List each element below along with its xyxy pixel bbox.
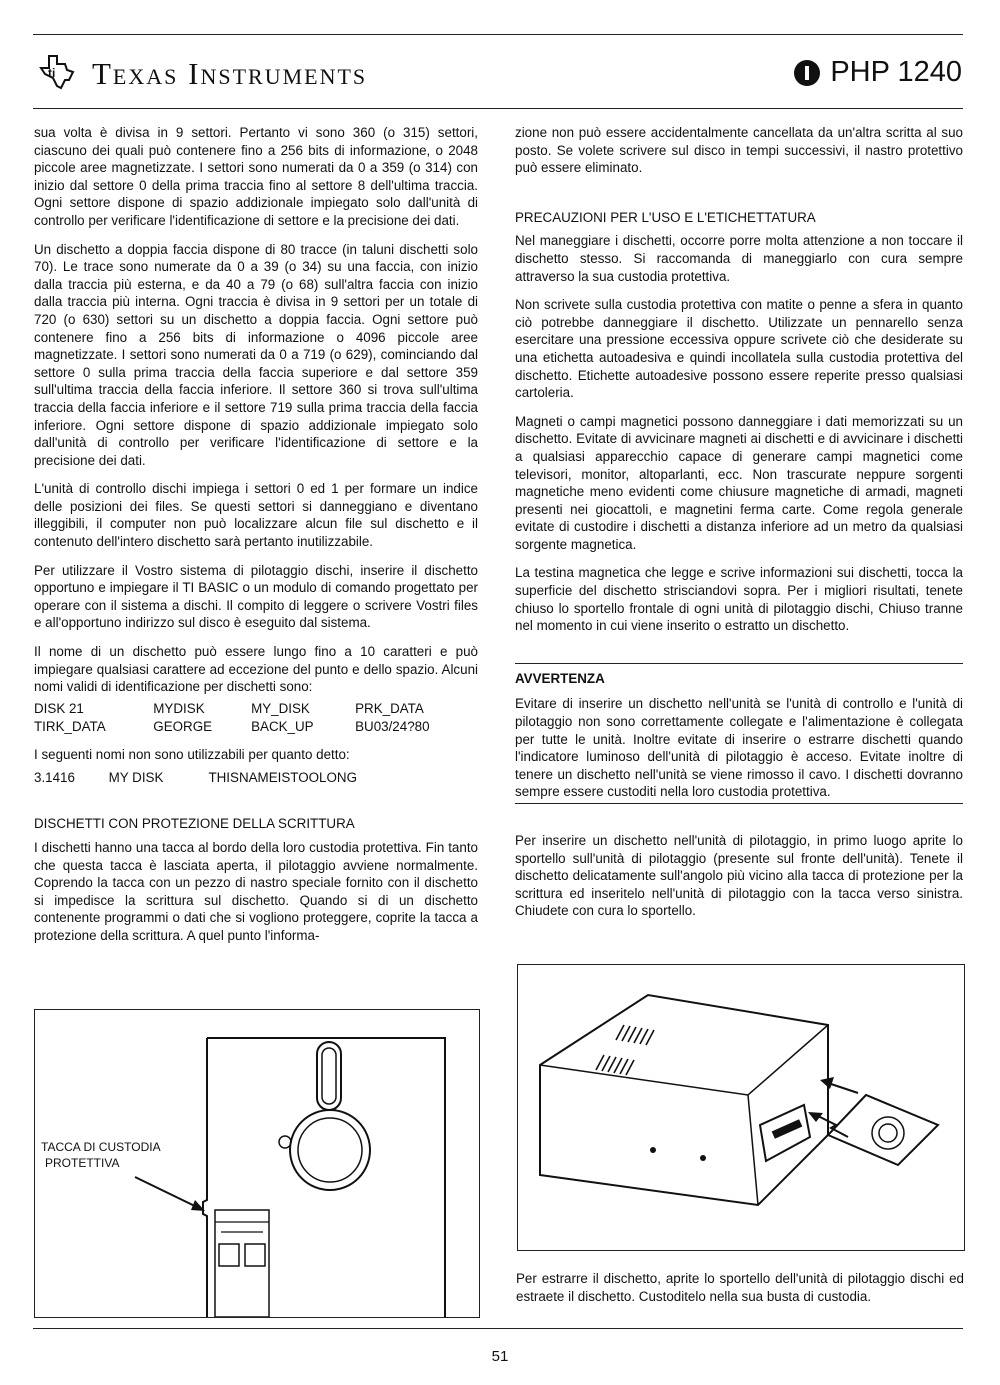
disk-drive-figure [517,964,965,1251]
model-number [794,56,962,89]
header-rule [33,108,963,109]
warning-box [515,663,963,804]
table-row [34,700,479,718]
figure-caption: Per estrarre il dischetto, aprite lo sportello dell'unità di pilotaggio dischi ed estraete il dischetto. Custoditelo nella sua busta di custodia. [516,1271,964,1304]
table-cell: MYDISK [153,700,205,716]
disk-drive-illustration [518,965,964,1250]
invalid-names-table [34,769,479,787]
black-circle-mark-icon [794,60,820,86]
paragraph: sua volta è divisa in 9 settori. Pertanto vi sono 360 (o 315) settori, ciascuno dei quali può contenere fino a 256 bits di informazione, o 2048 piccole aree magnetizzate. I settori sono numerati da 0 a 359 (o 314) con inizio dal settore 0 della prima traccia fino al settore 8 dell'ultima traccia. Ogni settore dispone di spazio addizionale impiegato solo dall'unità di controllo per verificare l'identificazione di settore e la precisione dei dati. [34,125,478,228]
table-cell: PRK_DATA [355,700,424,716]
paragraph: Magneti o campi magnetici possono danneggiare i dati memorizzati su un dischetto. Evitate di avvicinare magneti ai dischetti e di avvicinare i dischetti a qualsiasi apparecchio capace di generare campi magnetici come televisori, monitor, altoparlanti, ecc. Non trascurate neppure sorgenti magnetiche meno evidenti come chiusure magnetiche di armadi, magneti presenti nei giocattoli, e magnetini ferma carte. Come regola generale evitate di custodire i dischetti a distanza inferiore ad un metro da qualsiasi sorgente magnetica. [515,413,963,552]
left-column [34,124,478,956]
right-column [515,124,963,931]
table-cell: MY_DISK [251,700,310,716]
table-cell: BACK_UP [251,718,314,734]
page-number: 51 [491,1348,509,1365]
paragraph: Per utilizzare il Vostro sistema di pilotaggio dischi, inserire il dischetto opportuno e impiegare il TI BASIC o un modulo di comando progettato per operare con il sistema a dischi. Il compito di leggere o scrivere Vostri files e all'opportuno indirizzo sul disco è eseguito dal sistema. [34,562,478,631]
table-row [34,769,479,787]
diskette-figure [34,1009,480,1318]
table-cell: 3.1416 [34,770,75,786]
section-title: PRECAUZIONI PER L'USO E L'ETICHETTATURA [515,209,816,225]
paragraph: I seguenti nomi non sono utilizzabili per quanto detto: [34,746,350,762]
table-cell: THISNAMEISTOOLONG [208,770,357,786]
paragraph: Un dischetto a doppia faccia dispone di 80 tracce (in taluni dischetti solo 70). Le trace sono numerate da 0 a 39 (o 34) su una faccia, con inizio dalla traccia più esterna, e da 40 a 79 (o 68) sull'altra faccia con inizio dalla traccia più interna. Ogni traccia è divisa in 9 settori per un totale di 720 (o 630) settori su un dischetto a doppia faccia. Ogni settore può contenere fino a 256 bits di informazione o 4096 piccole aree magnetizzate. I settori sono numerati da 0 a 719 (o 629), cominciando dal settore 0 sulla prima traccia della faccia superiore e dal settore 359 sull'ultima traccia della faccia inferiore. Il settore 360 si trova sull'ultima traccia della faccia inferiore e il settore 719 sulla prima traccia della faccia inferiore. Ogni settore dispone di spazio addizionale impiegato solo dall'unità di controllo per verificare l'identificazione di settore e la precisione dei dati. [34,241,478,468]
footer-rule [33,1328,963,1329]
warning-text: Evitare di inserire un dischetto nell'unità se l'unità di controllo e l'unità di pilotaggio non sono correttamente collegate e l'alimentazione è collegata per tutte le unità. Inoltre evitate di inserire o estrarre dischetti quando l'indicatore luminoso dell'unità di pilotaggio è acceso. Evitate inoltre di tenere un dischetto nell'unità se viene rimosso il cavo. I dischetti dovranno sempre essere custoditi nella loro custodia protettiva. [515,696,963,800]
table-row [34,718,479,736]
valid-names-table [34,700,479,736]
model-text: PHP 1240 [830,56,962,88]
diskette-illustration [35,1010,479,1317]
table-cell: DISK 21 [34,700,84,716]
table-cell: TIRK_DATA [34,718,106,734]
paragraph: Per inserire un dischetto nell'unità di pilotaggio, in primo luogo aprite lo sportello sull'unità di pilotaggio (presente sul fronte dell'unità). Tenete il dischetto delicatamente sull'angolo più vicino alla tacca di protezione per la scrittura ed inseritelo nell'unità di pilotaggio con la tacca verso sinistra. Chiudete con cura lo sportello. [515,833,963,919]
section-title: DISCHETTI CON PROTEZIONE DELLA SCRITTURA [34,816,355,832]
table-cell: MY DISK [108,770,164,786]
warning-title: AVVERTENZA [515,670,605,686]
paragraph: zione non può essere accidentalmente cancellata da un'altra scritta al suo posto. Se volete scrivere sul disco in tempi successivi, il nastro protettivo può essere eliminato. [515,125,963,176]
svg-text:ti: ti [48,66,56,80]
top-rule [33,34,963,35]
figure-label: PROTETTIVA [45,1156,120,1170]
paragraph: La testina magnetica che legge e scrive informazioni sui dischetti, tocca la superficie del dischetto strisciandovi sopra. Per i migliori risultati, tenete chiuso lo sportello frontale di ogni unità di pilotaggio dischi, Chiuso tranne nel momento in cui viene inserito o estratto un dischetto. [515,565,963,634]
figure-label: TACCA DI CUSTODIA [41,1140,161,1154]
paragraph: Nel maneggiare i dischetti, occorre porre molta attenzione a non toccare il dischetto stesso. Si raccomanda di maneggiarlo con cura sempre attraverso la sua custodia protettiva. [515,233,963,284]
paragraph: Il nome di un dischetto può essere lungo fino a 10 caratteri e può impiegare qualsiasi carattere ad eccezione del punto e dello spazio. Alcuni nomi validi di identificazione per dischetti sono: [34,644,478,695]
paragraph: Non scrivete sulla custodia protettiva con matite o penne a sfera in quanto ciò potrebbe danneggiare il dischetto. Utilizzate un pennarello senza esercitare una pressione eccessiva oppure scrivete ciò che desiderate su una etichetta autoadesiva e quindi incollatela sulla custodia protettiva del dischetto. Etichette autoadesive possono essere reperite presso qualsiasi cartoleria. [515,297,963,401]
paragraph: I dischetti hanno una tacca al bordo della loro custodia protettiva. Fin tanto che questa tacca è lasciata aperta, il pilotaggio avviene normalmente. Coprendo la tacca con un pezzo di nastro speciale fornito con il dischetto si impedisce la scrittura sul dischetto. Quando si di un dischetto contenente programmi o dati che si vogliono proteggere, coprite la tacca a protezione della scrittura. A quel punto l'informa- [34,840,478,943]
paragraph: L'unità di controllo dischi impiega i settori 0 ed 1 per formare un indice delle posizioni dei files. Se questi settori si danneggiano e diventano illeggibili, il computer non può localizzare alcun file sul dischetto e il contenuto dell'intero dischetto sarà pertanto inutilizzabile. [34,481,478,550]
table-cell: GEORGE [153,718,213,734]
texas-instruments-logo-icon [35,50,79,94]
table-cell: BU03/24?80 [355,718,430,734]
brand-name: Texas Instruments [92,56,368,91]
